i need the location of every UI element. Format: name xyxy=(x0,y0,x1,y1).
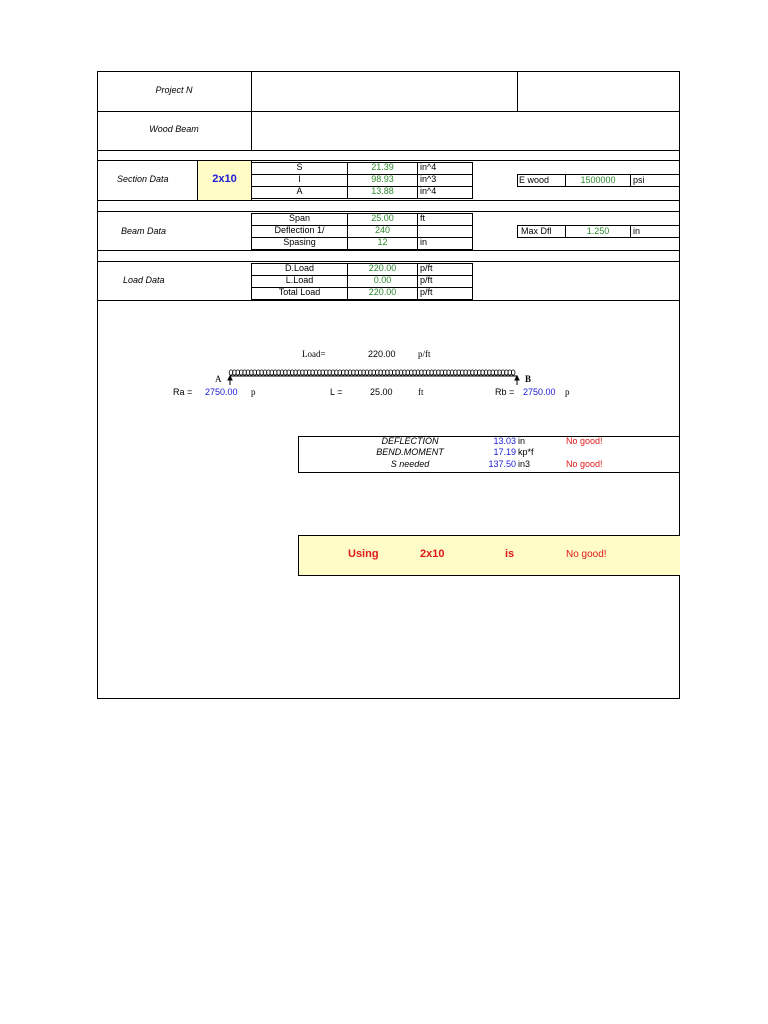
section-prop-value[interactable]: 13.88 xyxy=(371,186,394,196)
rb-value: 2750.00 xyxy=(523,387,556,397)
section-prop-unit: in^4 xyxy=(420,186,437,196)
beam-prop-name: Spasing xyxy=(283,237,316,247)
conclusion-size: 2x10 xyxy=(420,548,445,560)
project-label: Project N xyxy=(155,85,193,95)
result-unit: in3 xyxy=(518,459,531,469)
beam-description-field[interactable] xyxy=(252,112,679,150)
section-prop-value[interactable]: 98.93 xyxy=(371,174,394,184)
conclusion-banner xyxy=(298,535,680,576)
maxdfl-label: Max Dfl xyxy=(521,226,552,236)
rb-label: Rb = xyxy=(495,387,515,397)
conclusion-status: No good! xyxy=(566,549,607,560)
load-prop-name: Total Load xyxy=(278,287,321,297)
project-number-field[interactable] xyxy=(518,72,679,111)
conclusion-is: is xyxy=(505,548,515,560)
maxdfl-value: 1.250 xyxy=(586,226,610,236)
load-prop-unit: p/ft xyxy=(420,275,433,285)
result-status: No good! xyxy=(566,436,603,446)
section-data-label: Section Data xyxy=(117,174,169,184)
ra-value: 2750.00 xyxy=(205,387,238,397)
result-unit: kp*f xyxy=(518,447,534,457)
conclusion-using: Using xyxy=(348,548,379,560)
ewood-label: E wood xyxy=(519,175,550,185)
beam-prop-name: Span xyxy=(288,213,311,223)
rb-unit: p xyxy=(565,387,570,397)
beam-type-label: Wood Beam xyxy=(149,124,199,134)
result-value: 13.03 xyxy=(493,436,516,446)
load-prop-value: 220.00 xyxy=(368,287,397,297)
beam-drawing xyxy=(212,366,528,388)
load-data-label: Load Data xyxy=(123,275,165,285)
support-arrow-b xyxy=(515,376,519,385)
load-prop-value[interactable]: 0.00 xyxy=(373,275,392,285)
load-prop-unit: p/ft xyxy=(420,263,433,273)
section-prop-unit: in^3 xyxy=(420,174,437,184)
beam-prop-value[interactable]: 25.00 xyxy=(371,213,394,223)
length-unit: ft xyxy=(418,387,424,397)
load-label: Load= xyxy=(302,349,326,359)
support-b-label: B xyxy=(525,374,532,384)
result-unit: in xyxy=(518,436,526,446)
load-prop-value[interactable]: 220.00 xyxy=(368,263,397,273)
beam-data-label: Beam Data xyxy=(121,226,167,236)
ra-label: Ra = xyxy=(173,387,193,397)
section-size-value: 2x10 xyxy=(212,173,237,185)
section-prop-name: S xyxy=(296,162,303,172)
result-value: 17.19 xyxy=(493,447,516,457)
beam-prop-unit: in xyxy=(420,237,428,247)
beam-prop-value[interactable]: 12 xyxy=(377,237,388,247)
project-name-field[interactable] xyxy=(252,72,517,111)
maxdfl-unit: in xyxy=(633,226,641,236)
ra-unit: p xyxy=(251,387,256,397)
beam-prop-value[interactable]: 240 xyxy=(374,225,391,235)
result-name: DEFLECTION xyxy=(381,436,439,446)
support-a-label: A xyxy=(215,374,222,384)
load-value: 220.00 xyxy=(368,349,396,359)
ewood-unit: psi xyxy=(633,175,645,185)
distributed-load-coils xyxy=(229,370,515,375)
ewood-value[interactable]: 1500000 xyxy=(580,175,616,185)
section-prop-unit: in^4 xyxy=(420,162,437,172)
load-prop-name: L.Load xyxy=(285,275,314,285)
length-value: 25.00 xyxy=(370,387,393,397)
load-unit: p/ft xyxy=(418,349,431,359)
load-prop-unit: p/ft xyxy=(420,287,433,297)
support-arrow-a xyxy=(228,376,232,385)
section-prop-name: A xyxy=(296,186,303,196)
load-prop-name: D.Load xyxy=(284,263,315,273)
section-prop-name: I xyxy=(298,174,301,184)
beam-prop-unit: ft xyxy=(420,213,426,223)
result-name: BEND.MOMENT xyxy=(376,447,444,457)
section-prop-value[interactable]: 21.39 xyxy=(371,162,394,172)
beam-prop-name: Deflection 1/ xyxy=(274,225,325,235)
result-status: No good! xyxy=(566,459,603,469)
result-value: 137.50 xyxy=(488,459,516,469)
result-name: S needed xyxy=(390,459,430,469)
length-label: L = xyxy=(330,387,343,397)
